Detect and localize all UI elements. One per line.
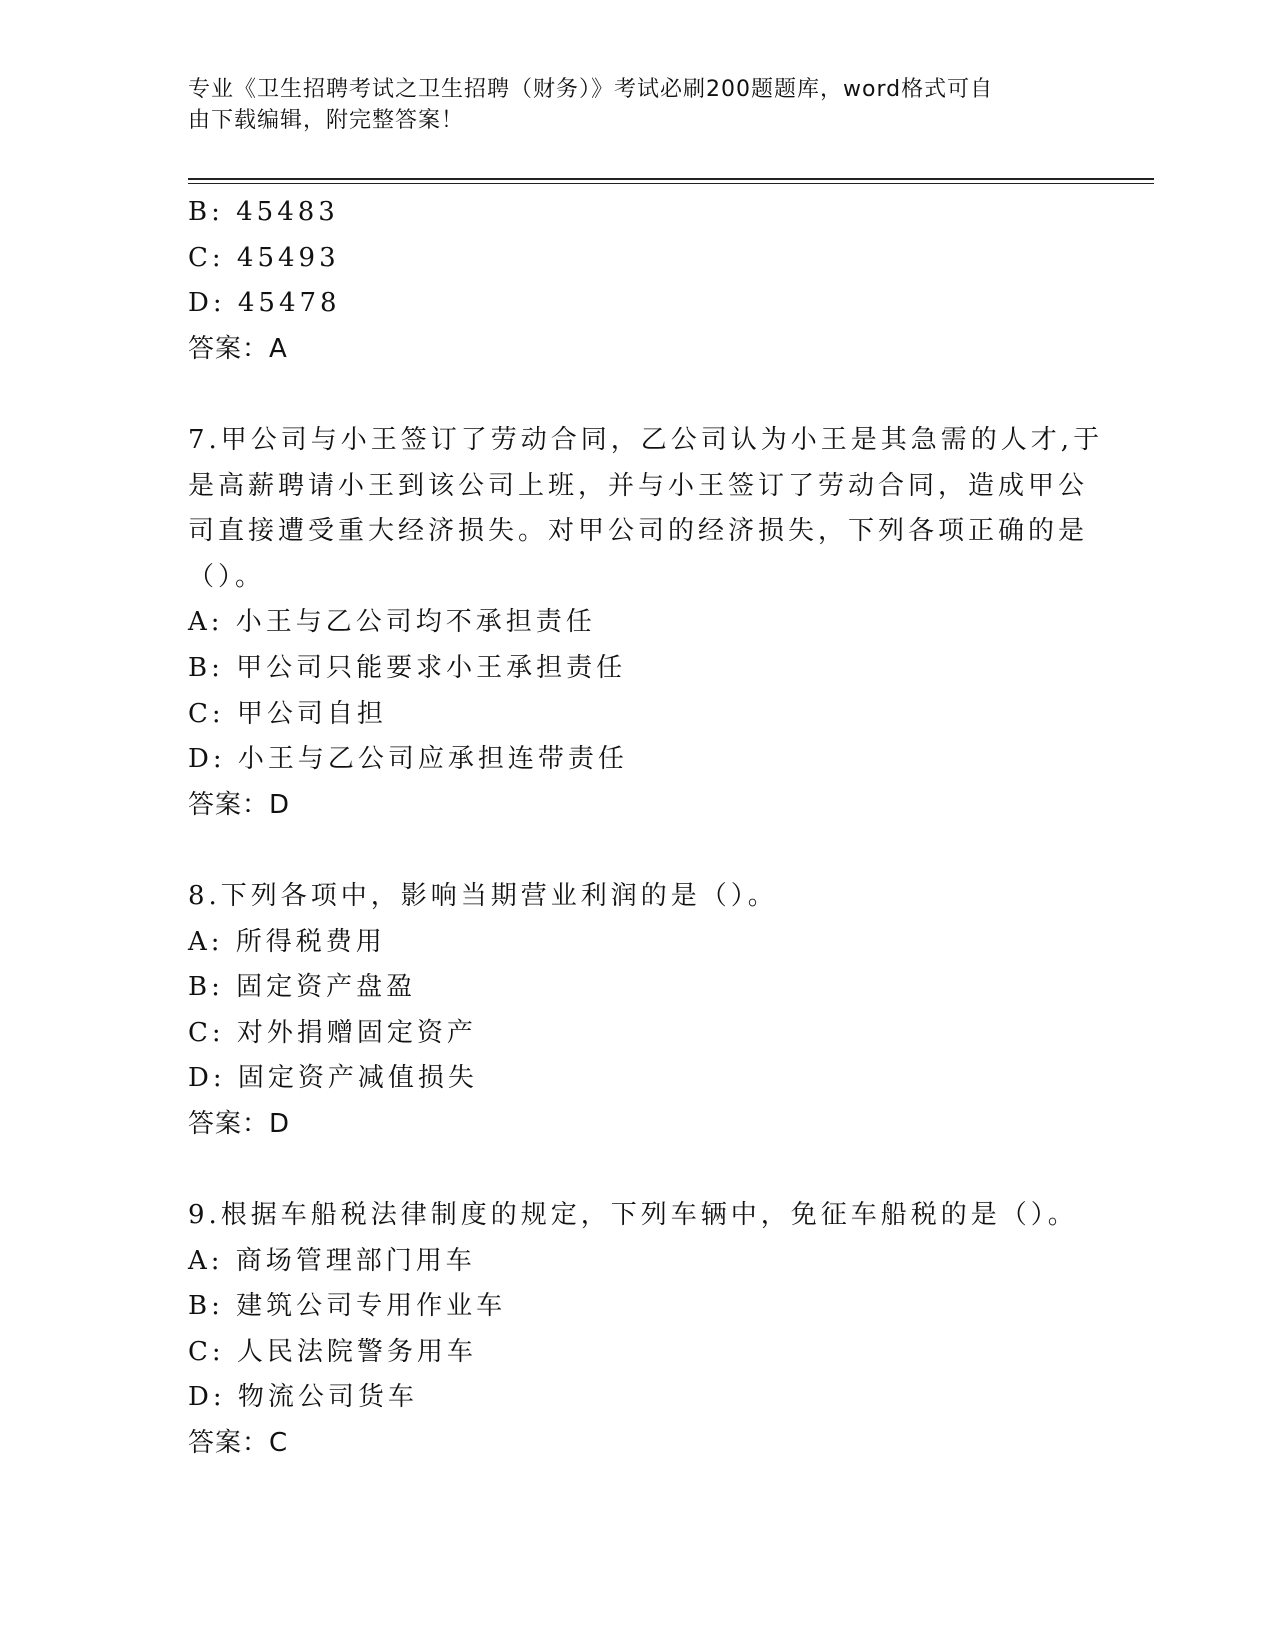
option-c: C: 45493 — [188, 242, 340, 273]
option-a: A: 所得税费用 — [188, 926, 386, 957]
question-block-9 — [188, 1193, 1088, 1467]
header-line-1: 专业《卫生招聘考试之卫生招聘（财务）》考试必刷200题题库，word格式可自 — [188, 77, 994, 102]
header-rule-thick — [188, 178, 1154, 180]
option-b: B: 建筑公司专用作业车 — [188, 1291, 507, 1322]
spacer — [188, 372, 1088, 418]
answer-line: 答案：C — [188, 1428, 289, 1459]
option-c: C: 人民法院警务用车 — [188, 1336, 477, 1367]
header-rule-thin — [188, 183, 1154, 184]
answer-line: 答案：D — [188, 1108, 291, 1139]
question-text-line: 9.根据车船税法律制度的规定，下列车辆中，免征车船税的是（）。 — [188, 1200, 1078, 1231]
answer-line: 答案：D — [188, 789, 291, 820]
option-b: B: 甲公司只能要求小王承担责任 — [188, 652, 627, 683]
option-a: A: 商场管理部门用车 — [188, 1245, 476, 1276]
option-d: D: 固定资产减值损失 — [188, 1063, 478, 1094]
spacer — [188, 828, 1088, 874]
question-text-line: 是高薪聘请小王到该公司上班，并与小王签订了劳动合同，造成甲公 — [188, 470, 1089, 501]
question-block-7 — [188, 418, 1104, 828]
spacer — [188, 1147, 1088, 1193]
option-d: D: 45478 — [188, 288, 341, 319]
option-a: A: 小王与乙公司均不承担责任 — [188, 607, 596, 638]
question-block-prev — [188, 190, 1088, 372]
question-block-8 — [188, 874, 1088, 1148]
header-line-2: 由下载编辑，附完整答案！ — [188, 108, 465, 133]
option-b: B: 固定资产盘盈 — [188, 972, 417, 1003]
question-text-line: 7.甲公司与小王签订了劳动合同，乙公司认为小王是其急需的人才,于 — [188, 424, 1104, 455]
answer-line: 答案：A — [188, 333, 288, 364]
question-text-line: 司直接遭受重大经济损失。对甲公司的经济损失，下列各项正确的是 — [188, 516, 1089, 547]
page-header — [188, 74, 1068, 136]
question-text-line: （）。 — [188, 561, 266, 592]
option-c: C: 甲公司自担 — [188, 698, 387, 729]
option-c: C: 对外捐赠固定资产 — [188, 1017, 477, 1048]
question-text-line: 8.下列各项中，影响当期营业利润的是（）。 — [188, 880, 778, 911]
option-d: D: 小王与乙公司应承担连带责任 — [188, 744, 628, 775]
question-list — [188, 190, 1104, 1467]
option-d: D: 物流公司货车 — [188, 1382, 418, 1413]
option-b: B: 45483 — [188, 197, 339, 227]
